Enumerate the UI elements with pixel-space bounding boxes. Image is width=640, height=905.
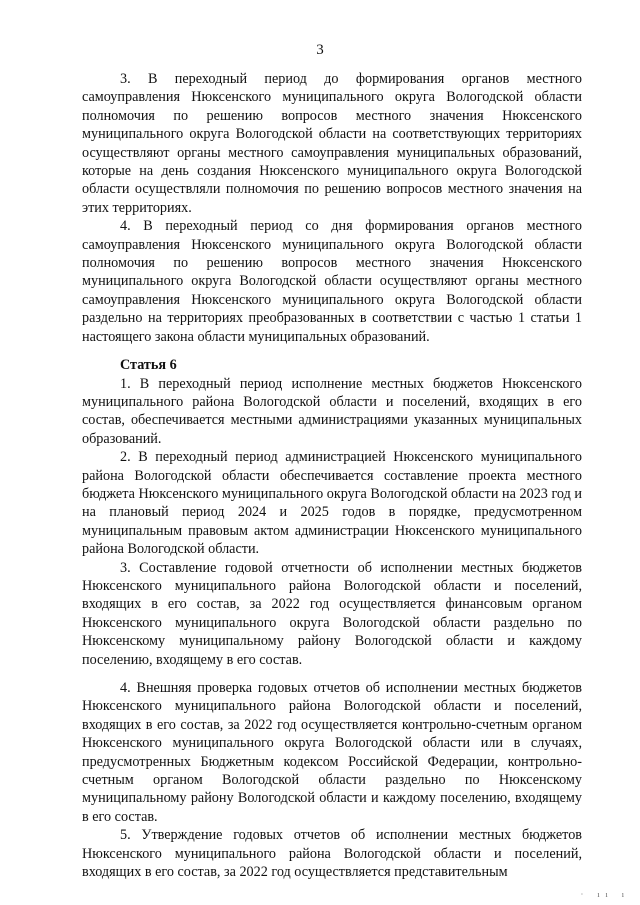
document-body xyxy=(82,70,582,881)
paragraph-4: 4. В переходный период со дня формирования органов местного самоуправления Нюксенского муниципального округа Вологодской области полномочия по решению вопросов местного значения Нюксенского муниципального округа Вологодской области осуществляют органы местного самоуправления Нюксенского муниципального округа Вологодской области раздельно на территориях преобразованных в соответствии с частью 1 статьи 1 настоящего закона области муниципальных образований. xyxy=(82,218,582,345)
scan-marks: · ıı ı xyxy=(580,890,630,899)
paragraph-3: 3. В переходный период до формирования органов местного самоуправления Нюксенского муниципального округа Вологодской области полномочия по решению вопросов местного значения Нюксенского муниципального округа Вологодской области на соответствующих территориях осуществляют органы местного самоуправления муниципальных образований, которые на день создания Нюксенского муниципального округа Вологодской области осуществляли полномочия по решению вопросов местного значения на этих территориях. xyxy=(82,71,582,216)
page-number: 3 xyxy=(316,42,324,58)
article-paragraph-4: 4. Внешняя проверка годовых отчетов об исполнении местных бюджетов Нюксенского муниципального района Вологодской области и поселений, входящих в его состав, за 2022 год осуществляется контрольно-счетным органом Нюксенского муниципального округа Вологодской области или в случаях, предусмотренных Бюджетным кодексом Российской Федерации, контрольно-счетным органом Вологодской области раздельно по Нюксенскому муниципальному району Вологодской области и каждому поселению, входящему в его состав. xyxy=(82,680,582,825)
article-paragraph-5: 5. Утверждение годовых отчетов об исполнении местных бюджетов Нюксенского муниципального района Вологодской области и поселений, входящих в его состав, за 2022 год осуществляется представительным xyxy=(82,827,582,881)
article-heading: Статья 6 xyxy=(120,357,177,374)
article-paragraph-2: 2. В переходный период администрацией Нюксенского муниципального района Вологодской области обеспечивается составление проекта местного бюджета Нюксенского муниципального округа Вологодской области на 2023 год и на плановый период 2024 и 2025 годов в порядке, предусмотренном муниципальным правовым актом администрации Нюксенского муниципального района Вологодской области. xyxy=(82,449,582,558)
article-paragraph-1: 1. В переходный период исполнение местных бюджетов Нюксенского муниципального района Вологодской области и поселений, входящих в его состав, обеспечивается местными администрациями указанных муниципальных образований. xyxy=(82,375,582,447)
article-paragraph-3: 3. Составление годовой отчетности об исполнении местных бюджетов Нюксенского муниципального района Вологодской области и поселений, входящих в его состав, за 2022 год осуществляется финансовым органом Нюксенского муниципального округа Вологодской области раздельно по Нюксенскому муниципальному району Вологодской области и каждому поселению, входящему в его состав. xyxy=(82,559,582,668)
